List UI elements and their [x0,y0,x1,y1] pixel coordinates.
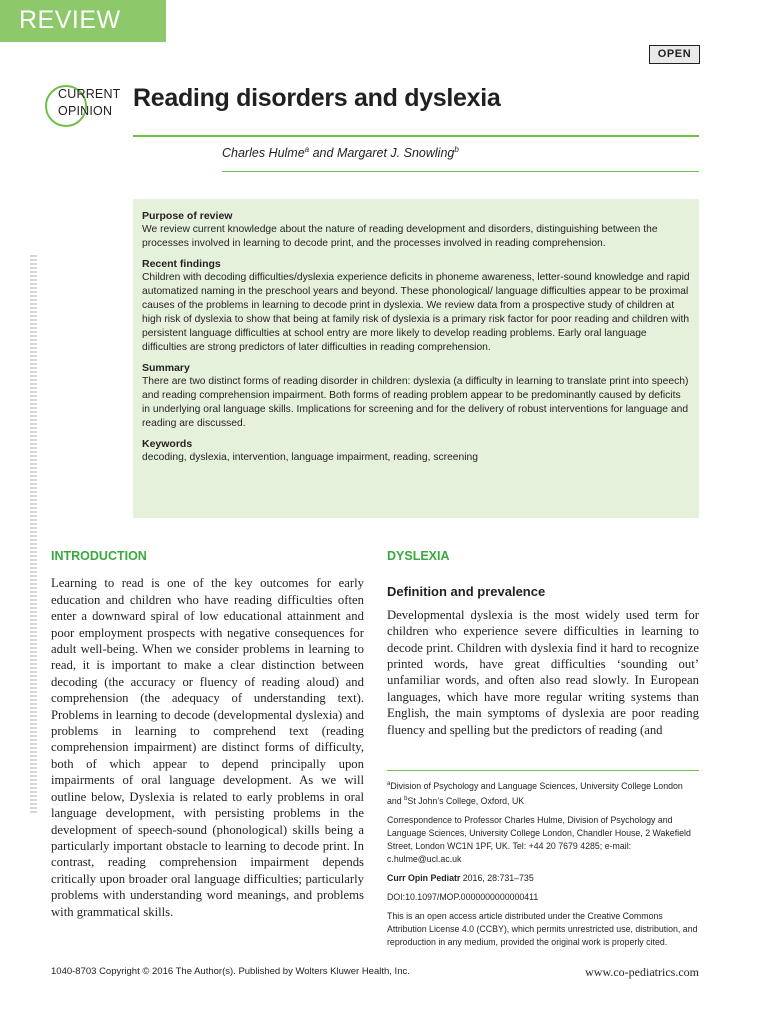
current-opinion-logo [45,85,125,125]
right-column [387,545,699,738]
logo-line-1: CURRENT [58,87,121,101]
intro-heading: INTRODUCTION [51,549,147,563]
title-divider [133,135,699,137]
article-title: Reading disorders and dyslexia [133,84,501,112]
author-divider [222,171,699,172]
footnotes [387,778,699,955]
footnote-divider [387,770,699,771]
author-1: Charles Hulme [222,146,305,161]
purpose-heading: Purpose of review [142,210,233,222]
summary-heading: Summary [142,362,190,374]
author-2: Margaret J. Snowling [336,146,455,161]
definition-paragraph: Developmental dyslexia is the most widely used term for children who experience severe difficulties in learning to decode print. Children with dyslexia find it hard to recognize printed words, have great difficulties ‘sounding out’ unfamiliar words, and often also read slowly. In European languages, which have more regular writing systems than English, the main symptoms of dyslexia are poor reading fluency and spelling but the predictors of reading (and [387,607,699,737]
findings-text: Children with decoding difficulties/dyslexia experience deficits in phoneme awareness, letter-sound knowledge and rapid automatized naming in the preschool years and beyond. These phonological/ language difficulties appear to be proximal causes of the problems in learning to decode print in dyslexia. We review data from a prospective study of children at high risk of dyslexia to show that being at family risk of dyslexia is a primary risk factor for poor reading and children with persistent language difficulties at school entry are more likely to develop reading problems. Early oral language difficulties are strong predictors of later difficulties in reading comprehension. [142,272,690,353]
section-tag [0,0,166,42]
findings-heading: Recent findings [142,258,221,270]
section-tag-label: REVIEW [19,6,121,34]
affiliations: $^a$Division of Psychology and Language Sciences, University College London and $^b$St John’s College, Oxford, UK [387,780,683,806]
copyright-line: 1040-8703 Copyright © 2016 The Author(s). Published by Wolters Kluwer Health, Inc. [51,966,410,977]
journal-website: www.co-pediatrics.com [585,965,699,979]
download-watermark [30,255,37,815]
correspondence: Correspondence to Professor Charles Hulme, Division of Psychology and Language Sciences, University College London, Chandler House, 2 Wakefield Street, London WC1N 1PF, UK. Tel: +44 20 7679 4285; e-mail: c.hulme@ucl.ac.uk [387,814,691,864]
abstract-box [133,199,699,518]
citation: Curr Opin Pediatr 2016, 28:731–735 [387,872,534,883]
summary-text: There are two distinct forms of reading disorder in children: dyslexia (a difficulty in learning to translate print into speech) and reading comprehension impairment. Both forms of reading problem appear to be predominantly caused by deficits in underlying oral language skills. Implications for screening and for the delivery of robust interventions for language and reading are discussed. [142,376,689,429]
open-access-badge: OPEN [649,45,700,64]
author-line: Charles Hulme$^a$ and Margaret J. Snowling$^b$ [222,145,459,161]
logo-line-2: OPINION [58,104,113,118]
purpose-text: We review current knowledge about the nature of reading development and disorders, distinguishing between the processes involved in learning to decode print, and the processes involved in reading comprehension. [142,224,658,249]
keywords-text: decoding, dyslexia, intervention, language impairment, reading, screening [142,452,478,463]
doi: DOI:10.1097/MOP.0000000000000411 [387,891,539,902]
dyslexia-heading: DYSLEXIA [387,549,450,563]
keywords-heading: Keywords [142,438,193,450]
left-column [51,545,364,920]
license-note: This is an open access article distributed under the Creative Commons Attribution License 4.0 (CCBY), which permits unrestricted use, distribution, and reproduction in any medium, provided the original work is properly cited. [387,910,698,947]
definition-heading: Definition and prevalence [387,584,546,600]
intro-paragraph: Learning to read is one of the key outcomes for early education and children who have reading difficulties often enter a downward spiral of low educational attainment and poor employment prospects with negative consequences for adult well-being. When we consider problems in learning to read, it is important to make a clear distinction between decoding (the accuracy or fluency of reading aloud) and comprehension (the adequacy of understanding text). Problems in learning to decode (developmental dyslexia) and problems in learning to comprehend text (reading comprehension impairment) are distinct forms of difficulty, both of which appear to depend principally upon impairments of oral language development. As we will outline below, Dyslexia is related to early problems in oral language development, with persisting problems in the development of speech-sound (phonological) skills being a particularly important obstacle to learning to decode print. In contrast, reading comprehension impairment depends critically upon broader oral language difficulties; particularly problems with understanding word meanings, and problems with grammatical skills. [51,576,364,919]
